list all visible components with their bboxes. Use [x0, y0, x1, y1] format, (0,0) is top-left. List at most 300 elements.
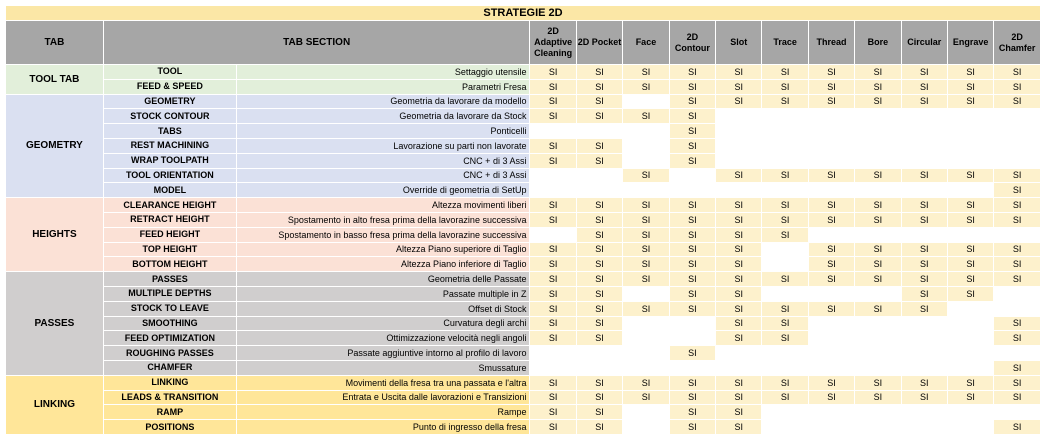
support-cell: SI: [670, 376, 715, 390]
empty-cell: [530, 124, 575, 138]
section-name: FEED HEIGHT: [104, 228, 236, 242]
support-cell: SI: [902, 198, 947, 212]
empty-cell: [623, 420, 668, 434]
support-cell: SI: [530, 80, 575, 94]
support-cell: SI: [855, 169, 900, 183]
empty-cell: [623, 331, 668, 345]
section-name: RETRACT HEIGHT: [104, 213, 236, 227]
table-row: [6, 405, 1040, 419]
empty-cell: [809, 124, 854, 138]
support-cell: SI: [577, 391, 622, 405]
empty-cell: [762, 257, 807, 271]
support-cell: SI: [670, 109, 715, 123]
section-description: Entrata e Uscita dalle lavorazioni e Transizioni: [237, 391, 530, 405]
support-cell: SI: [809, 80, 854, 94]
support-cell: SI: [809, 272, 854, 286]
empty-cell: [948, 124, 993, 138]
empty-cell: [994, 302, 1040, 316]
support-cell: SI: [623, 302, 668, 316]
header-strategy: Trace: [762, 21, 807, 64]
support-cell: SI: [623, 376, 668, 390]
empty-cell: [577, 124, 622, 138]
empty-cell: [762, 287, 807, 301]
support-cell: SI: [670, 346, 715, 360]
support-cell: SI: [670, 95, 715, 109]
support-cell: SI: [670, 243, 715, 257]
support-cell: SI: [994, 420, 1040, 434]
support-cell: SI: [855, 302, 900, 316]
support-cell: SI: [670, 272, 715, 286]
empty-cell: [994, 109, 1040, 123]
section-name: TOP HEIGHT: [104, 243, 236, 257]
support-cell: SI: [577, 376, 622, 390]
empty-cell: [716, 154, 761, 168]
support-cell: SI: [762, 213, 807, 227]
empty-cell: [623, 287, 668, 301]
support-cell: SI: [577, 331, 622, 345]
section-name: FEED OPTIMIZATION: [104, 331, 236, 345]
header-tab-section: TAB SECTION: [104, 21, 530, 64]
support-cell: SI: [762, 302, 807, 316]
section-description: CNC + di 3 Assi: [237, 169, 530, 183]
support-cell: SI: [855, 272, 900, 286]
empty-cell: [948, 228, 993, 242]
support-cell: SI: [809, 198, 854, 212]
support-cell: SI: [623, 198, 668, 212]
table-row: [6, 317, 1040, 331]
empty-cell: [902, 139, 947, 153]
support-cell: SI: [855, 243, 900, 257]
header-tab: TAB: [6, 21, 103, 64]
empty-cell: [902, 420, 947, 434]
support-cell: SI: [530, 95, 575, 109]
support-cell: SI: [530, 65, 575, 79]
support-cell: SI: [716, 80, 761, 94]
support-cell: SI: [994, 95, 1040, 109]
empty-cell: [762, 243, 807, 257]
empty-cell: [809, 139, 854, 153]
support-cell: SI: [855, 376, 900, 390]
support-cell: SI: [948, 376, 993, 390]
support-cell: SI: [716, 405, 761, 419]
support-cell: SI: [623, 65, 668, 79]
section-description: Offset di Stock: [237, 302, 530, 316]
empty-cell: [809, 420, 854, 434]
support-cell: SI: [670, 287, 715, 301]
support-cell: SI: [716, 228, 761, 242]
support-cell: SI: [948, 243, 993, 257]
empty-cell: [716, 361, 761, 375]
empty-cell: [530, 183, 575, 197]
support-cell: SI: [902, 169, 947, 183]
table-row: [6, 154, 1040, 168]
header-strategy: 2D Chamfer: [994, 21, 1040, 64]
support-cell: SI: [577, 65, 622, 79]
support-cell: SI: [994, 317, 1040, 331]
support-cell: SI: [577, 243, 622, 257]
empty-cell: [809, 287, 854, 301]
empty-cell: [902, 361, 947, 375]
empty-cell: [855, 124, 900, 138]
support-cell: SI: [902, 376, 947, 390]
empty-cell: [902, 124, 947, 138]
support-cell: SI: [948, 391, 993, 405]
support-cell: SI: [994, 198, 1040, 212]
section-description: Punto di ingresso della fresa: [237, 420, 530, 434]
empty-cell: [902, 331, 947, 345]
support-cell: SI: [530, 420, 575, 434]
support-cell: SI: [762, 80, 807, 94]
support-cell: SI: [623, 109, 668, 123]
support-cell: SI: [530, 257, 575, 271]
section-name: REST MACHINING: [104, 139, 236, 153]
support-cell: SI: [670, 405, 715, 419]
support-cell: SI: [530, 391, 575, 405]
support-cell: SI: [623, 257, 668, 271]
empty-cell: [994, 287, 1040, 301]
support-cell: SI: [716, 287, 761, 301]
section-description: CNC + di 3 Assi: [237, 154, 530, 168]
support-cell: SI: [762, 272, 807, 286]
section-description: Parametri Fresa: [237, 80, 530, 94]
support-cell: SI: [716, 302, 761, 316]
table-row: [6, 420, 1040, 434]
support-cell: SI: [902, 257, 947, 271]
empty-cell: [577, 183, 622, 197]
section-name: FEED & SPEED: [104, 80, 236, 94]
empty-cell: [809, 109, 854, 123]
table-row: [6, 169, 1040, 183]
empty-cell: [902, 154, 947, 168]
empty-cell: [809, 405, 854, 419]
empty-cell: [809, 154, 854, 168]
empty-cell: [902, 405, 947, 419]
empty-cell: [855, 287, 900, 301]
empty-cell: [762, 124, 807, 138]
support-cell: SI: [809, 302, 854, 316]
empty-cell: [762, 361, 807, 375]
support-cell: SI: [809, 95, 854, 109]
empty-cell: [855, 183, 900, 197]
support-cell: SI: [670, 302, 715, 316]
support-cell: SI: [994, 391, 1040, 405]
section-description: Settaggio utensile: [237, 65, 530, 79]
support-cell: SI: [623, 228, 668, 242]
empty-cell: [809, 361, 854, 375]
support-cell: SI: [762, 331, 807, 345]
empty-cell: [623, 154, 668, 168]
empty-cell: [902, 109, 947, 123]
support-cell: SI: [530, 331, 575, 345]
empty-cell: [762, 154, 807, 168]
support-cell: SI: [716, 95, 761, 109]
empty-cell: [623, 95, 668, 109]
support-cell: SI: [902, 391, 947, 405]
support-cell: SI: [948, 272, 993, 286]
support-cell: SI: [530, 317, 575, 331]
section-name: TOOL ORIENTATION: [104, 169, 236, 183]
support-cell: SI: [855, 198, 900, 212]
section-name: STOCK TO LEAVE: [104, 302, 236, 316]
section-description: Geometria delle Passate: [237, 272, 530, 286]
empty-cell: [809, 331, 854, 345]
support-cell: SI: [623, 169, 668, 183]
support-cell: SI: [716, 272, 761, 286]
support-cell: SI: [623, 243, 668, 257]
header-strategy: Face: [623, 21, 668, 64]
empty-cell: [948, 154, 993, 168]
table-row: [6, 139, 1040, 153]
support-cell: SI: [670, 391, 715, 405]
section-name: WRAP TOOLPATH: [104, 154, 236, 168]
table-row: [6, 376, 1040, 390]
empty-cell: [948, 420, 993, 434]
group-label: HEIGHTS: [6, 198, 103, 271]
support-cell: SI: [577, 405, 622, 419]
empty-cell: [809, 228, 854, 242]
empty-cell: [623, 183, 668, 197]
table-row: [6, 109, 1040, 123]
support-cell: SI: [530, 243, 575, 257]
support-cell: SI: [762, 198, 807, 212]
empty-cell: [670, 183, 715, 197]
support-cell: SI: [577, 109, 622, 123]
support-cell: SI: [670, 198, 715, 212]
section-description: Movimenti della fresa tra una passata e l'altra: [237, 376, 530, 390]
empty-cell: [855, 228, 900, 242]
support-cell: SI: [994, 376, 1040, 390]
support-cell: SI: [902, 302, 947, 316]
support-cell: SI: [670, 420, 715, 434]
support-cell: SI: [948, 169, 993, 183]
empty-cell: [855, 317, 900, 331]
section-name: GEOMETRY: [104, 95, 236, 109]
empty-cell: [855, 109, 900, 123]
support-cell: SI: [577, 228, 622, 242]
support-cell: SI: [994, 243, 1040, 257]
header-strategy: Circular: [902, 21, 947, 64]
support-cell: SI: [902, 80, 947, 94]
section-description: Curvatura degli archi: [237, 317, 530, 331]
support-cell: SI: [670, 154, 715, 168]
section-description: Ottimizzazione velocità negli angoli: [237, 331, 530, 345]
table-row: [6, 198, 1040, 212]
empty-cell: [809, 346, 854, 360]
empty-cell: [855, 331, 900, 345]
support-cell: SI: [623, 213, 668, 227]
empty-cell: [716, 346, 761, 360]
empty-cell: [577, 346, 622, 360]
empty-cell: [530, 361, 575, 375]
section-name: POSITIONS: [104, 420, 236, 434]
support-cell: SI: [855, 213, 900, 227]
support-cell: SI: [623, 80, 668, 94]
header-strategy: 2D Adaptive Cleaning: [530, 21, 575, 64]
support-cell: SI: [855, 65, 900, 79]
support-cell: SI: [762, 169, 807, 183]
empty-cell: [855, 420, 900, 434]
empty-cell: [716, 109, 761, 123]
support-cell: SI: [994, 272, 1040, 286]
empty-cell: [855, 154, 900, 168]
support-cell: SI: [623, 272, 668, 286]
empty-cell: [577, 169, 622, 183]
empty-cell: [809, 317, 854, 331]
empty-cell: [762, 109, 807, 123]
support-cell: SI: [716, 376, 761, 390]
support-cell: SI: [577, 302, 622, 316]
support-cell: SI: [716, 198, 761, 212]
support-cell: SI: [716, 243, 761, 257]
section-name: SMOOTHING: [104, 317, 236, 331]
support-cell: SI: [530, 139, 575, 153]
empty-cell: [530, 228, 575, 242]
section-description: Smussature: [237, 361, 530, 375]
support-cell: SI: [855, 257, 900, 271]
table-title: STRATEGIE 2D: [6, 6, 1040, 20]
table-row: [6, 243, 1040, 257]
table-row: [6, 80, 1040, 94]
support-cell: SI: [902, 213, 947, 227]
empty-cell: [623, 346, 668, 360]
support-cell: SI: [855, 391, 900, 405]
table-row: [6, 331, 1040, 345]
section-name: PASSES: [104, 272, 236, 286]
support-cell: SI: [577, 213, 622, 227]
support-cell: SI: [994, 183, 1040, 197]
support-cell: SI: [716, 257, 761, 271]
empty-cell: [948, 109, 993, 123]
section-name: LEADS & TRANSITION: [104, 391, 236, 405]
empty-cell: [762, 183, 807, 197]
support-cell: SI: [716, 420, 761, 434]
support-cell: SI: [809, 243, 854, 257]
section-name: CLEARANCE HEIGHT: [104, 198, 236, 212]
support-cell: SI: [716, 317, 761, 331]
section-description: Geometria da lavorare da modello: [237, 95, 530, 109]
support-cell: SI: [855, 80, 900, 94]
support-cell: SI: [948, 257, 993, 271]
group-label: GEOMETRY: [6, 95, 103, 198]
group-label: TOOL TAB: [6, 65, 103, 94]
empty-cell: [670, 169, 715, 183]
section-description: Altezza movimenti liberi: [237, 198, 530, 212]
empty-cell: [994, 139, 1040, 153]
support-cell: SI: [530, 109, 575, 123]
empty-cell: [623, 405, 668, 419]
support-cell: SI: [716, 391, 761, 405]
empty-cell: [762, 420, 807, 434]
empty-cell: [948, 331, 993, 345]
empty-cell: [716, 183, 761, 197]
section-description: Passate multiple in Z: [237, 287, 530, 301]
empty-cell: [530, 169, 575, 183]
support-cell: SI: [994, 257, 1040, 271]
support-cell: SI: [809, 213, 854, 227]
support-cell: SI: [577, 317, 622, 331]
section-name: STOCK CONTOUR: [104, 109, 236, 123]
header-strategy: Bore: [855, 21, 900, 64]
support-cell: SI: [902, 287, 947, 301]
section-name: RAMP: [104, 405, 236, 419]
support-cell: SI: [902, 95, 947, 109]
empty-cell: [902, 228, 947, 242]
empty-cell: [994, 346, 1040, 360]
support-cell: SI: [902, 272, 947, 286]
empty-cell: [623, 139, 668, 153]
section-description: Geometria da lavorare da Stock: [237, 109, 530, 123]
support-cell: SI: [948, 287, 993, 301]
empty-cell: [948, 346, 993, 360]
table-row: [6, 257, 1040, 271]
empty-cell: [577, 361, 622, 375]
section-name: TABS: [104, 124, 236, 138]
support-cell: SI: [577, 154, 622, 168]
support-cell: SI: [809, 65, 854, 79]
empty-cell: [762, 346, 807, 360]
support-cell: SI: [855, 95, 900, 109]
support-cell: SI: [994, 80, 1040, 94]
support-cell: SI: [994, 65, 1040, 79]
support-cell: SI: [809, 169, 854, 183]
support-cell: SI: [994, 361, 1040, 375]
support-cell: SI: [623, 391, 668, 405]
support-cell: SI: [809, 257, 854, 271]
table-row: [6, 124, 1040, 138]
empty-cell: [948, 302, 993, 316]
table-row: [6, 391, 1040, 405]
support-cell: SI: [809, 376, 854, 390]
table-row: [6, 95, 1040, 109]
section-description: Override di geometria di SetUp: [237, 183, 530, 197]
support-cell: SI: [577, 420, 622, 434]
support-cell: SI: [670, 228, 715, 242]
empty-cell: [855, 346, 900, 360]
support-cell: SI: [577, 287, 622, 301]
support-cell: SI: [530, 272, 575, 286]
support-cell: SI: [577, 139, 622, 153]
empty-cell: [716, 124, 761, 138]
support-cell: SI: [577, 80, 622, 94]
support-cell: SI: [948, 65, 993, 79]
support-cell: SI: [670, 139, 715, 153]
empty-cell: [902, 346, 947, 360]
header-strategy: Engrave: [948, 21, 993, 64]
support-cell: SI: [948, 213, 993, 227]
group-label: PASSES: [6, 272, 103, 375]
support-cell: SI: [762, 65, 807, 79]
empty-cell: [670, 361, 715, 375]
support-cell: SI: [902, 65, 947, 79]
table-row: [6, 287, 1040, 301]
table-row: [6, 361, 1040, 375]
empty-cell: [948, 183, 993, 197]
empty-cell: [762, 405, 807, 419]
table-row: [6, 65, 1040, 79]
support-cell: SI: [716, 331, 761, 345]
section-description: Passate aggiuntive intorno al profilo di lavoro: [237, 346, 530, 360]
empty-cell: [855, 139, 900, 153]
empty-cell: [994, 154, 1040, 168]
empty-cell: [716, 139, 761, 153]
section-name: CHAMFER: [104, 361, 236, 375]
support-cell: SI: [670, 80, 715, 94]
empty-cell: [762, 139, 807, 153]
section-name: LINKING: [104, 376, 236, 390]
empty-cell: [623, 317, 668, 331]
empty-cell: [994, 228, 1040, 242]
support-cell: SI: [530, 405, 575, 419]
